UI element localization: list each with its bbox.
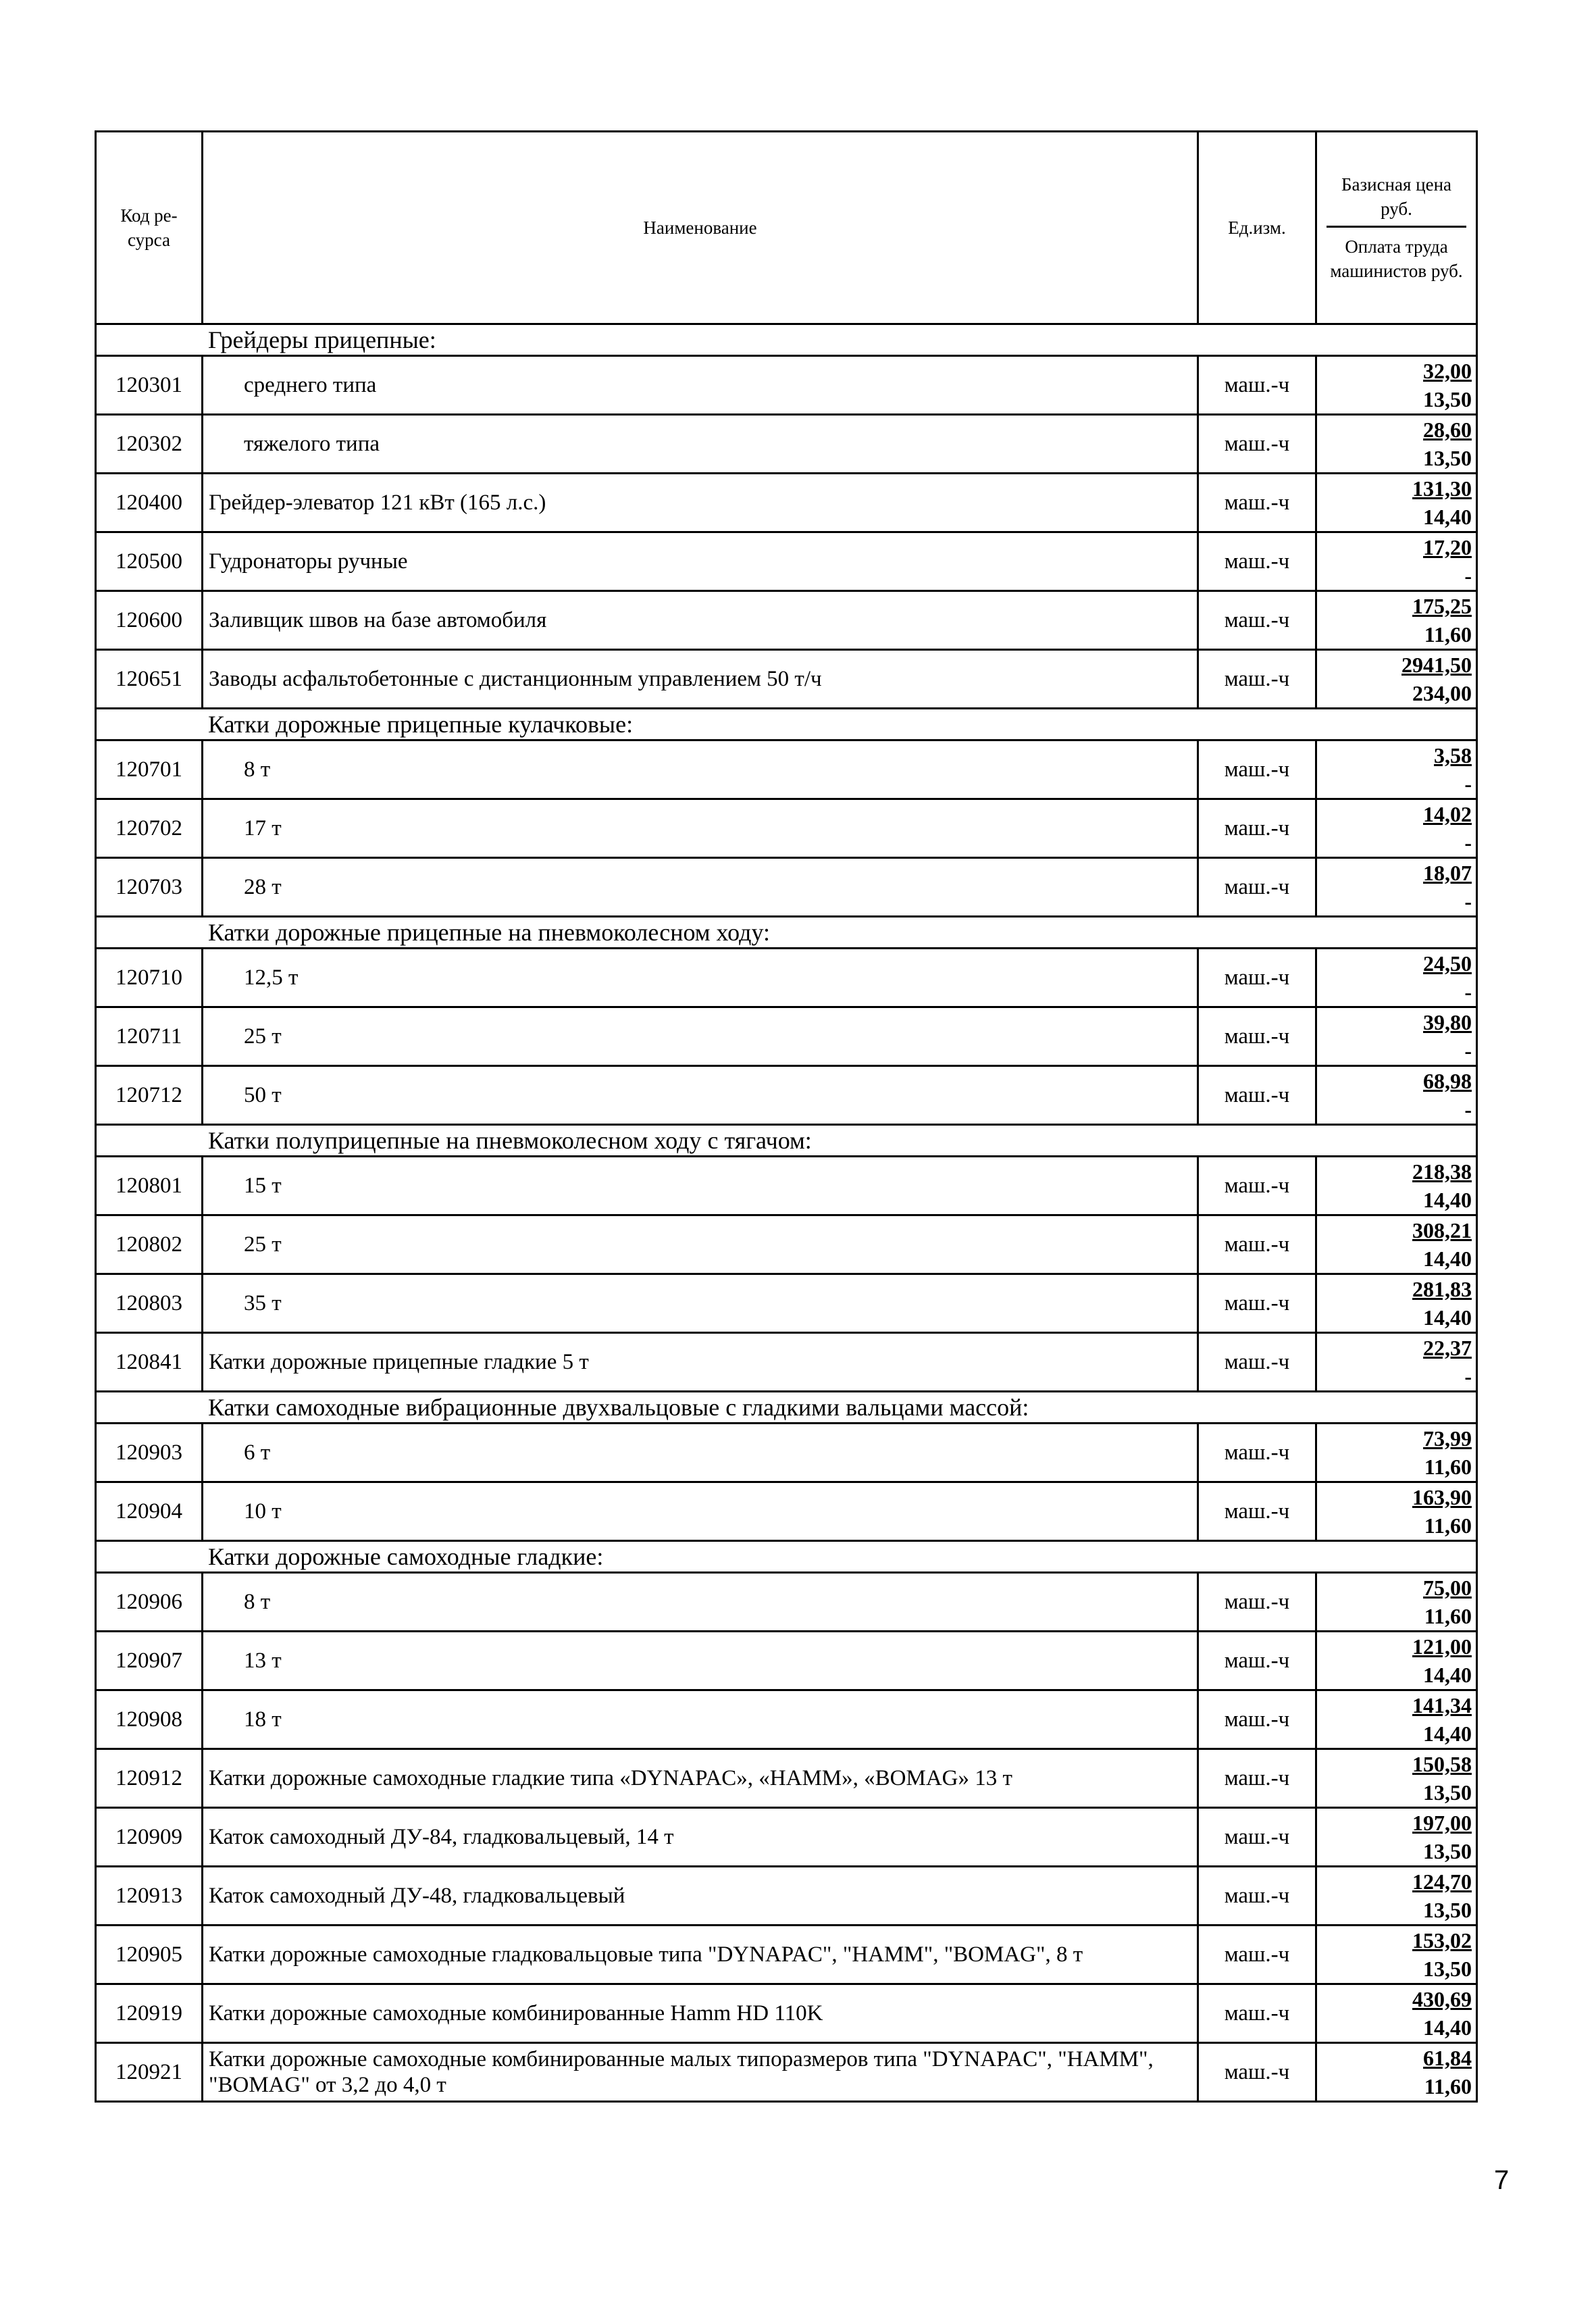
resource-code: 120802 bbox=[96, 1215, 203, 1274]
unit: маш.-ч bbox=[1198, 532, 1316, 591]
operator-wage: 11,60 bbox=[1424, 622, 1472, 647]
price-cell bbox=[1316, 650, 1477, 709]
resource-name: Каток самоходный ДУ-48, гладковальцевый bbox=[203, 1867, 1198, 1926]
unit: маш.-ч bbox=[1198, 650, 1316, 709]
unit: маш.-ч bbox=[1198, 1333, 1316, 1392]
resource-name: Катки дорожные прицепные гладкие 5 т bbox=[203, 1333, 1198, 1392]
operator-wage: - bbox=[1464, 830, 1472, 855]
price-cell bbox=[1316, 858, 1477, 917]
base-price: 121,00 bbox=[1412, 1634, 1472, 1659]
resource-name: Каток самоходный ДУ-84, гладковальцевый, 14 т bbox=[203, 1808, 1198, 1867]
resource-name: 12,5 т bbox=[203, 949, 1198, 1007]
header-price bbox=[1316, 132, 1477, 324]
resource-code: 120921 bbox=[96, 2043, 203, 2102]
price-cell bbox=[1316, 1066, 1477, 1125]
section-row bbox=[96, 917, 1477, 949]
unit: маш.-ч bbox=[1198, 740, 1316, 799]
resource-name: Катки дорожные самоходные комбинированные Hamm HD 110K bbox=[203, 1984, 1198, 2043]
base-price: 430,69 bbox=[1412, 1987, 1472, 2011]
table-row bbox=[96, 1157, 1477, 1215]
price-cell bbox=[1316, 1157, 1477, 1215]
base-price: 2941,50 bbox=[1401, 653, 1472, 677]
operator-wage: 11,60 bbox=[1424, 1455, 1472, 1479]
operator-wage: - bbox=[1464, 889, 1472, 913]
base-price: 61,84 bbox=[1423, 2046, 1472, 2070]
operator-wage: - bbox=[1464, 980, 1472, 1004]
table-row bbox=[96, 1808, 1477, 1867]
unit: маш.-ч bbox=[1198, 1808, 1316, 1867]
base-price: 131,30 bbox=[1412, 476, 1472, 501]
unit: маш.-ч bbox=[1198, 799, 1316, 858]
operator-wage: 14,40 bbox=[1423, 1721, 1472, 1746]
resource-code: 120909 bbox=[96, 1808, 203, 1867]
operator-wage: 234,00 bbox=[1412, 681, 1472, 705]
header-price-base: Базисная цена руб. bbox=[1327, 172, 1466, 228]
price-cell bbox=[1316, 356, 1477, 415]
operator-wage: 14,40 bbox=[1423, 1663, 1472, 1687]
table-row bbox=[96, 474, 1477, 532]
price-cell bbox=[1316, 415, 1477, 474]
table-row bbox=[96, 1984, 1477, 2043]
section-row bbox=[96, 1392, 1477, 1424]
table-row bbox=[96, 415, 1477, 474]
resource-code: 120600 bbox=[96, 591, 203, 650]
header-unit: Ед.изм. bbox=[1198, 132, 1316, 324]
unit: маш.-ч bbox=[1198, 1926, 1316, 1984]
price-cell bbox=[1316, 1632, 1477, 1690]
resource-name: Заливщик швов на базе автомобиля bbox=[203, 591, 1198, 650]
resource-name: 10 т bbox=[203, 1482, 1198, 1541]
table-row bbox=[96, 1926, 1477, 1984]
table-row bbox=[96, 591, 1477, 650]
base-price: 281,83 bbox=[1412, 1277, 1472, 1301]
unit: маш.-ч bbox=[1198, 591, 1316, 650]
operator-wage: - bbox=[1464, 1364, 1472, 1388]
price-cell bbox=[1316, 1215, 1477, 1274]
base-price: 75,00 bbox=[1423, 1576, 1472, 1600]
table-row bbox=[96, 1333, 1477, 1392]
resource-code: 120904 bbox=[96, 1482, 203, 1541]
unit: маш.-ч bbox=[1198, 1867, 1316, 1926]
resource-name: 35 т bbox=[203, 1274, 1198, 1333]
price-cell bbox=[1316, 1573, 1477, 1632]
resource-name: 25 т bbox=[203, 1007, 1198, 1066]
resource-code: 120803 bbox=[96, 1274, 203, 1333]
operator-wage: 13,50 bbox=[1423, 1839, 1472, 1863]
resource-code: 120919 bbox=[96, 1984, 203, 2043]
base-price: 3,58 bbox=[1434, 743, 1472, 768]
table-row bbox=[96, 949, 1477, 1007]
price-cell bbox=[1316, 1424, 1477, 1482]
table-row bbox=[96, 799, 1477, 858]
unit: маш.-ч bbox=[1198, 1066, 1316, 1125]
operator-wage: 13,50 bbox=[1423, 387, 1472, 411]
resource-code: 120801 bbox=[96, 1157, 203, 1215]
section-row bbox=[96, 1541, 1477, 1573]
header-price-wage: Оплата труда машинистов руб. bbox=[1330, 236, 1463, 281]
base-price: 163,90 bbox=[1412, 1485, 1472, 1509]
price-cell bbox=[1316, 1690, 1477, 1749]
base-price: 308,21 bbox=[1412, 1218, 1472, 1242]
table-row bbox=[96, 740, 1477, 799]
operator-wage: 11,60 bbox=[1424, 1513, 1472, 1538]
base-price: 197,00 bbox=[1412, 1811, 1472, 1835]
base-price: 153,02 bbox=[1412, 1928, 1472, 1953]
resource-name: 8 т bbox=[203, 1573, 1198, 1632]
resource-code: 120651 bbox=[96, 650, 203, 709]
resource-name: 15 т bbox=[203, 1157, 1198, 1215]
price-cell bbox=[1316, 1482, 1477, 1541]
resource-code: 120907 bbox=[96, 1632, 203, 1690]
base-price: 68,98 bbox=[1423, 1069, 1472, 1093]
base-price: 175,25 bbox=[1412, 594, 1472, 618]
resource-code: 120302 bbox=[96, 415, 203, 474]
base-price: 141,34 bbox=[1412, 1693, 1472, 1717]
unit: маш.-ч bbox=[1198, 474, 1316, 532]
price-cell bbox=[1316, 532, 1477, 591]
operator-wage: - bbox=[1464, 563, 1472, 588]
resource-code: 120912 bbox=[96, 1749, 203, 1808]
resource-code: 120500 bbox=[96, 532, 203, 591]
price-cell bbox=[1316, 474, 1477, 532]
unit: маш.-ч bbox=[1198, 415, 1316, 474]
resource-name: среднего типа bbox=[203, 356, 1198, 415]
resource-code: 120710 bbox=[96, 949, 203, 1007]
operator-wage: 13,50 bbox=[1423, 1957, 1472, 1981]
unit: маш.-ч bbox=[1198, 1984, 1316, 2043]
price-cell bbox=[1316, 1007, 1477, 1066]
resource-code: 120301 bbox=[96, 356, 203, 415]
operator-wage: 14,40 bbox=[1423, 1247, 1472, 1271]
section-title: Катки дорожные самоходные гладкие: bbox=[96, 1541, 1477, 1573]
price-cell bbox=[1316, 1926, 1477, 1984]
operator-wage: - bbox=[1464, 1038, 1472, 1063]
table-row bbox=[96, 1424, 1477, 1482]
operator-wage: 14,40 bbox=[1423, 505, 1472, 529]
table-row bbox=[96, 1215, 1477, 1274]
page-number: 7 bbox=[1494, 2165, 1510, 2195]
resource-code: 120400 bbox=[96, 474, 203, 532]
section-title: Грейдеры прицепные: bbox=[96, 324, 1477, 356]
resource-name: Грейдер-элеватор 121 кВт (165 л.с.) bbox=[203, 474, 1198, 532]
price-cell bbox=[1316, 1749, 1477, 1808]
unit: маш.-ч bbox=[1198, 1157, 1316, 1215]
section-row bbox=[96, 324, 1477, 356]
unit: маш.-ч bbox=[1198, 949, 1316, 1007]
operator-wage: 14,40 bbox=[1423, 1188, 1472, 1212]
price-cell bbox=[1316, 1984, 1477, 2043]
operator-wage: 13,50 bbox=[1423, 446, 1472, 470]
base-price: 150,58 bbox=[1412, 1752, 1472, 1776]
resource-code: 120905 bbox=[96, 1926, 203, 1984]
resource-name: 28 т bbox=[203, 858, 1198, 917]
operator-wage: 11,60 bbox=[1424, 2074, 1472, 2098]
unit: маш.-ч bbox=[1198, 1749, 1316, 1808]
table-row bbox=[96, 1274, 1477, 1333]
resource-code: 120703 bbox=[96, 858, 203, 917]
table-row bbox=[96, 1482, 1477, 1541]
table-row bbox=[96, 1690, 1477, 1749]
base-price: 14,02 bbox=[1423, 802, 1472, 826]
unit: маш.-ч bbox=[1198, 1007, 1316, 1066]
table-row bbox=[96, 1867, 1477, 1926]
unit: маш.-ч bbox=[1198, 1573, 1316, 1632]
unit: маш.-ч bbox=[1198, 356, 1316, 415]
header-code: Код ре-сурса bbox=[96, 132, 203, 324]
table-row bbox=[96, 532, 1477, 591]
operator-wage: 11,60 bbox=[1424, 1604, 1472, 1628]
unit: маш.-ч bbox=[1198, 2043, 1316, 2102]
table-row bbox=[96, 858, 1477, 917]
resource-code: 120913 bbox=[96, 1867, 203, 1926]
unit: маш.-ч bbox=[1198, 1424, 1316, 1482]
resource-name: Катки дорожные самоходные комбинированные малых типоразмеров типа "DYNAPAC", "HAMM", "BOMAG" от 3,2 до 4,0 т bbox=[203, 2043, 1198, 2102]
operator-wage: 13,50 bbox=[1423, 1898, 1472, 1922]
resource-code: 120702 bbox=[96, 799, 203, 858]
table-header bbox=[96, 132, 1477, 324]
resource-name: 6 т bbox=[203, 1424, 1198, 1482]
unit: маш.-ч bbox=[1198, 1632, 1316, 1690]
resource-name: Заводы асфальтобетонные с дистанционным управлением 50 т/ч bbox=[203, 650, 1198, 709]
table-row bbox=[96, 1749, 1477, 1808]
resource-name: 25 т bbox=[203, 1215, 1198, 1274]
resource-code: 120906 bbox=[96, 1573, 203, 1632]
unit: маш.-ч bbox=[1198, 1482, 1316, 1541]
resource-name: тяжелого типа bbox=[203, 415, 1198, 474]
price-cell bbox=[1316, 799, 1477, 858]
resource-code: 120711 bbox=[96, 1007, 203, 1066]
base-price: 124,70 bbox=[1412, 1869, 1472, 1894]
resource-name: 13 т bbox=[203, 1632, 1198, 1690]
resource-name: Катки дорожные самоходные гладковальцовые типа "DYNAPAC", "HAMM", "BOMAG", 8 т bbox=[203, 1926, 1198, 1984]
base-price: 218,38 bbox=[1412, 1159, 1472, 1184]
price-cell bbox=[1316, 1274, 1477, 1333]
section-title: Катки дорожные прицепные на пневмоколесном ходу: bbox=[96, 917, 1477, 949]
operator-wage: 14,40 bbox=[1423, 1305, 1472, 1330]
table-row bbox=[96, 1632, 1477, 1690]
base-price: 28,60 bbox=[1423, 418, 1472, 442]
resource-name: 50 т bbox=[203, 1066, 1198, 1125]
base-price: 39,80 bbox=[1423, 1010, 1472, 1034]
price-cell bbox=[1316, 1867, 1477, 1926]
price-cell bbox=[1316, 591, 1477, 650]
base-price: 24,50 bbox=[1423, 951, 1472, 976]
table-row bbox=[96, 650, 1477, 709]
resource-code: 120841 bbox=[96, 1333, 203, 1392]
operator-wage: - bbox=[1464, 772, 1472, 796]
resource-code: 120712 bbox=[96, 1066, 203, 1125]
section-title: Катки полуприцепные на пневмоколесном ходу с тягачом: bbox=[96, 1125, 1477, 1157]
price-cell bbox=[1316, 1333, 1477, 1392]
table-row bbox=[96, 1007, 1477, 1066]
resource-code: 120908 bbox=[96, 1690, 203, 1749]
section-title: Катки дорожные прицепные кулачковые: bbox=[96, 709, 1477, 740]
resource-name: Катки дорожные самоходные гладкие типа «DYNAPAC», «HAMM», «BOMAG» 13 т bbox=[203, 1749, 1198, 1808]
price-cell bbox=[1316, 1808, 1477, 1867]
resource-code: 120903 bbox=[96, 1424, 203, 1482]
section-row bbox=[96, 709, 1477, 740]
header-name: Наименование bbox=[203, 132, 1198, 324]
table-row bbox=[96, 2043, 1477, 2102]
table-row bbox=[96, 1573, 1477, 1632]
base-price: 17,20 bbox=[1423, 535, 1472, 559]
resource-name: Гудронаторы ручные bbox=[203, 532, 1198, 591]
base-price: 73,99 bbox=[1423, 1426, 1472, 1451]
unit: маш.-ч bbox=[1198, 1274, 1316, 1333]
base-price: 32,00 bbox=[1423, 359, 1472, 383]
resource-code: 120701 bbox=[96, 740, 203, 799]
section-row bbox=[96, 1125, 1477, 1157]
price-cell bbox=[1316, 740, 1477, 799]
base-price: 18,07 bbox=[1423, 861, 1472, 885]
section-title: Катки самоходные вибрационные двухвальцовые с гладкими вальцами массой: bbox=[96, 1392, 1477, 1424]
machine-price-table bbox=[95, 130, 1478, 2103]
base-price: 22,37 bbox=[1423, 1336, 1472, 1360]
price-cell bbox=[1316, 949, 1477, 1007]
operator-wage: 13,50 bbox=[1423, 1780, 1472, 1805]
resource-name: 18 т bbox=[203, 1690, 1198, 1749]
resource-name: 17 т bbox=[203, 799, 1198, 858]
table-row bbox=[96, 1066, 1477, 1125]
table-row bbox=[96, 356, 1477, 415]
resource-name: 8 т bbox=[203, 740, 1198, 799]
unit: маш.-ч bbox=[1198, 858, 1316, 917]
price-cell bbox=[1316, 2043, 1477, 2102]
unit: маш.-ч bbox=[1198, 1690, 1316, 1749]
unit: маш.-ч bbox=[1198, 1215, 1316, 1274]
operator-wage: - bbox=[1464, 1097, 1472, 1122]
operator-wage: 14,40 bbox=[1423, 2015, 1472, 2040]
